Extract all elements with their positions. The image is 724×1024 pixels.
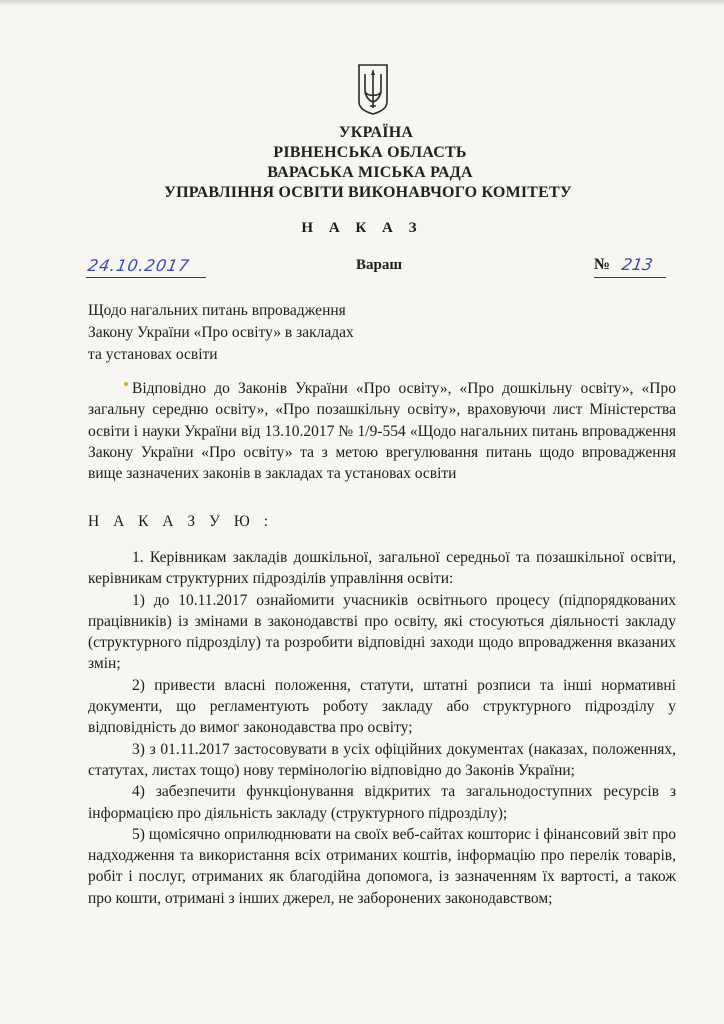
preamble-paragraph: Відповідно до Законів України «Про освіту», «Про дошкільну освіту», «Про загальну середню освіту», «Про позашкільну освіту», враховуючи лист Міністерства освіти і науки України від 13.10.2017 № 1/9-554 «Щодо нагальних питань впровадження Закону України «Про освіту» та з метою врегулювання питань щодо впровадження вище зазначених законів в закладах та установах освіти <box>88 380 676 483</box>
subject-line: Щодо нагальних питань впровадження <box>88 302 346 319</box>
order-item: 4) забезпечити функціонування відкритих та загальнодоступних ресурсів з інформацією про діяльність закладу (структурного підрозділу); <box>88 783 676 822</box>
subject-line: та установах освіти <box>88 346 218 363</box>
subject-block <box>88 300 428 366</box>
order-heading: Н А К А З У Ю : <box>88 513 274 530</box>
order-item: 5) щомісячно оприлюднювати на своїх веб-сайтах кошторис і фінансовий звіт про надходження та використання всіх отриманих коштів, інформацію про перелік товарів, робіт і послуг, отриманих як благодійна допомога, із зазначенням їх вартості, а також про кошти, отримані з інших джерел, не заборонених законодавством; <box>88 825 676 907</box>
region-heading: РІВНЕНСЬКА ОБЛАСТЬ <box>273 144 467 161</box>
order-items <box>88 547 676 909</box>
trident-emblem-icon <box>356 62 390 116</box>
department-heading: УПРАВЛІННЯ ОСВІТИ ВИКОНАВЧОГО КОМІТЕТУ <box>164 184 572 201</box>
city-name: Вараш <box>356 257 403 273</box>
order-item: 1. Керівникам закладів дошкільної, загальної середньої та позашкільної освіти, керівникам структурних підрозділів управління освіти: <box>88 549 676 588</box>
order-item: 1) до 10.11.2017 ознайомити учасників освітнього процесу (підпорядкованих працівників) із змінами в законодавстві про освіту, які стосуються діяльності закладу (структурного підрозділу) та розробити відповідні заходи щодо впровадження вказаних змін; <box>88 591 676 673</box>
number-underline <box>594 277 666 278</box>
council-heading: ВАРАСЬКА МІСЬКА РАДА <box>267 164 473 181</box>
date-underline <box>86 277 206 278</box>
subject-line: Закону України «Про освіту» в закладах <box>88 324 354 341</box>
order-item: 3) з 01.11.2017 застосовувати в усіх офіційних документах (наказах, положеннях, статутах, листах тощо) нову термінологію відповідно до Законів України; <box>88 740 676 779</box>
order-item: 2) привести власні положення, статути, штатні розписи та інші нормативні документи, що регламентують роботу закладу або структурного підрозділу у відповідність до вимог законодавства про освіту; <box>88 676 676 737</box>
handwritten-date: 24.10.2017 <box>86 256 192 275</box>
preamble-block <box>88 378 676 484</box>
page-edge <box>0 0 724 6</box>
handwritten-number: 213 <box>620 255 655 274</box>
number-label: № <box>594 256 611 273</box>
country-heading: УКРАЇНА <box>338 124 414 141</box>
document-type: Н А К А З <box>301 220 423 236</box>
